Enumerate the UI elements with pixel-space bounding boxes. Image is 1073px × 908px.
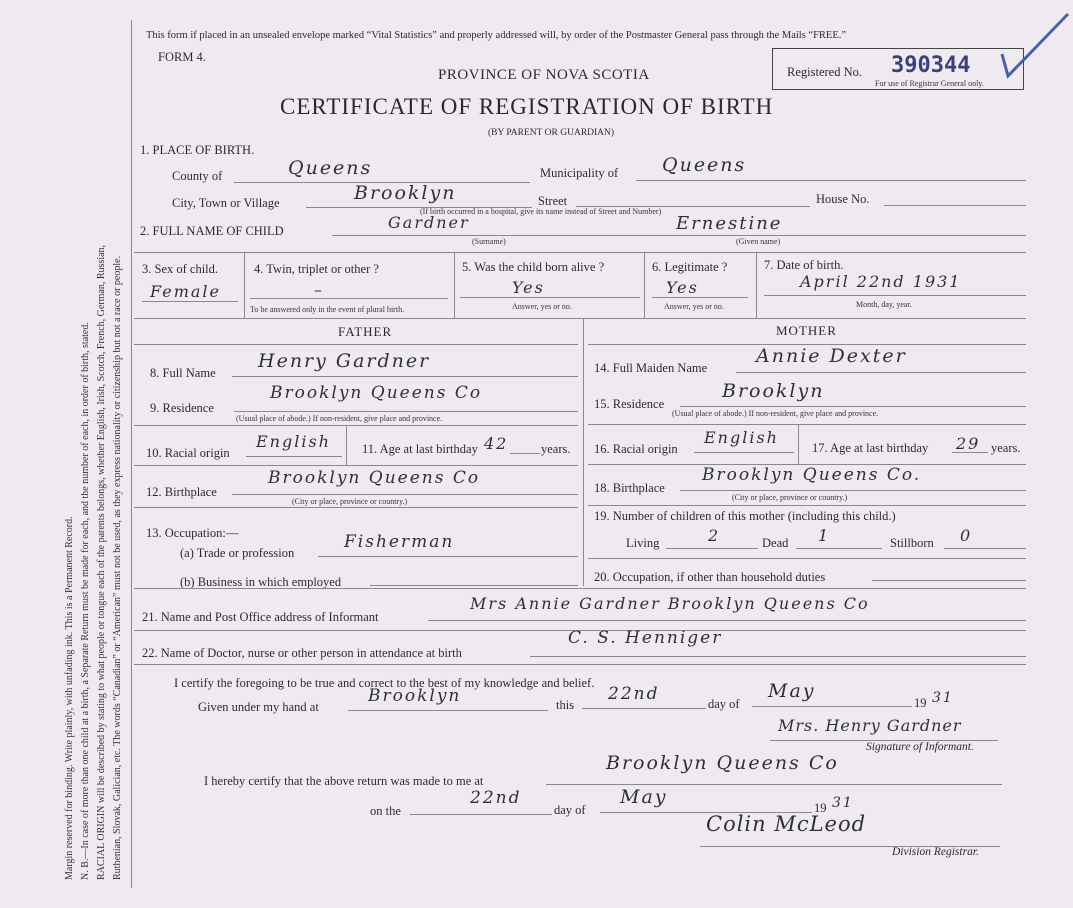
dead-value: 1	[818, 526, 831, 545]
street-label: Street	[538, 194, 568, 208]
top-notice: This form if placed in an unsealed envelope marked “Vital Statistics” and properly addressed will, by order of the Postmaster General pass through the Mails “FREE.”	[146, 30, 847, 41]
registrar-year-value: 31	[832, 795, 854, 811]
father-racial-label: 10. Racial origin	[146, 446, 230, 460]
city-value: Brooklyn	[354, 182, 457, 204]
mother-racial-label: 16. Racial origin	[594, 442, 678, 456]
margin-note-binding: Margin reserved for binding. Write plainly, with unfading ink. This is a Permanent Record.	[64, 516, 75, 880]
certify-day-of-label: day of	[708, 697, 740, 711]
mother-name-label: 14. Full Maiden Name	[594, 361, 708, 375]
informant-value: Mrs Annie Gardner Brooklyn Queens Co	[470, 594, 870, 613]
child-name-label: 2. FULL NAME OF CHILD	[140, 224, 284, 238]
father-heading: FATHER	[338, 324, 393, 339]
registrar-day-of-label: day of	[554, 803, 586, 817]
mother-residence-label: 15. Residence	[594, 397, 665, 411]
certify-year-prefix: 19	[914, 696, 927, 710]
province-heading: PROVINCE OF NOVA SCOTIA	[438, 67, 650, 83]
surname-caption: (Surname)	[472, 237, 506, 246]
registrar-caption: Division Registrar.	[892, 846, 979, 858]
stillborn-value: 0	[960, 526, 973, 545]
twin-label: 4. Twin, triplet or other ?	[254, 262, 379, 276]
mother-birthplace-note: (City or place, province or country.)	[732, 493, 848, 502]
certify-statement: I certify the foregoing to be true and correct to the best of my knowledge and belief.	[174, 676, 595, 690]
dead-label: Dead	[762, 536, 789, 550]
mother-age-value: 29	[956, 434, 981, 453]
doctor-value: C. S. Henniger	[568, 628, 723, 648]
father-racial-value: English	[256, 432, 331, 451]
registered-label: Registered No.	[787, 65, 862, 79]
date-of-birth-label: 7. Date of birth.	[764, 258, 844, 272]
given-name-caption: (Given name)	[736, 237, 781, 246]
mother-heading: MOTHER	[776, 323, 837, 338]
date-of-birth-value: April 22nd 1931	[800, 272, 962, 291]
father-name-label: 8. Full Name	[150, 366, 216, 380]
child-given-name-value: Ernestine	[676, 213, 783, 234]
given-label: Given under my hand at	[198, 700, 319, 714]
father-birthplace-note: (City or place, province or country.)	[292, 497, 408, 506]
father-age-label: 11. Age at last birthday	[362, 442, 478, 456]
registered-number: 390344	[891, 53, 971, 78]
mother-name-value: Annie Dexter	[756, 345, 907, 367]
date-of-birth-note: Month, day, year.	[856, 300, 912, 309]
sex-label: 3. Sex of child.	[142, 262, 219, 276]
municipality-value: Queens	[662, 154, 747, 176]
this-label: this	[556, 698, 575, 712]
mother-occupation-label: 20. Occupation, if other than household duties	[594, 570, 826, 584]
mother-age-unit: years.	[991, 441, 1021, 455]
father-name-value: Henry Gardner	[258, 350, 431, 372]
born-alive-value: Yes	[512, 278, 545, 297]
registered-box	[772, 48, 1024, 90]
mother-residence-note: (Usual place of abode.) If non-resident, give place and province.	[672, 409, 879, 418]
margin-rule	[131, 20, 132, 888]
doctor-label: 22. Name of Doctor, nurse or other person in attendance at birth	[142, 646, 462, 660]
registrar-place-value: Brooklyn Queens Co	[606, 752, 839, 774]
registrar-on-the-label: on the	[370, 804, 401, 818]
registrar-signature: Colin McLeod	[706, 812, 867, 836]
registrar-statement: I hereby certify that the above return was made to me at	[204, 774, 484, 788]
sex-value: Female	[150, 282, 221, 301]
county-label: County of	[172, 169, 223, 183]
certify-month-value: May	[768, 680, 816, 702]
certify-day-value: 22nd	[608, 684, 660, 704]
father-trade-value: Fisherman	[344, 532, 455, 552]
place-of-birth-heading: 1. PLACE OF BIRTH.	[140, 143, 255, 157]
margin-note-racial-origin-cont: Ruthenian, Slovak, Galician, etc. The words “Canadian” or “American” must not be used, as they express nationality or citizenship but not a race or people.	[112, 255, 123, 880]
mother-residence-value: Brooklyn	[722, 380, 825, 402]
legitimate-note: Answer, yes or no.	[664, 302, 724, 311]
registrar-year-prefix: 19	[814, 801, 827, 815]
informant-label: 21. Name and Post Office address of Informant	[142, 610, 379, 624]
county-value: Queens	[288, 157, 373, 179]
father-birthplace-value: Brooklyn Queens Co	[268, 468, 481, 488]
mother-age-label: 17. Age at last birthday	[812, 441, 929, 455]
living-value: 2	[708, 526, 721, 545]
mother-racial-value: English	[704, 428, 779, 447]
twin-note: To be answered only in the event of plural birth.	[250, 305, 405, 314]
father-birthplace-label: 12. Birthplace	[146, 485, 217, 499]
municipality-label: Municipality of	[540, 166, 619, 180]
city-label: City, Town or Village	[172, 196, 280, 210]
legitimate-label: 6. Legitimate ?	[652, 260, 728, 274]
father-business-label: (b) Business in which employed	[180, 575, 342, 589]
twin-value: –	[314, 280, 324, 299]
father-age-unit: years.	[541, 442, 571, 456]
given-place-value: Brooklyn	[368, 686, 462, 706]
father-age-value: 42	[484, 434, 509, 453]
mother-birthplace-label: 18. Birthplace	[594, 481, 665, 495]
registrar-month-value: May	[620, 786, 668, 808]
certify-year-value: 31	[932, 690, 954, 706]
margin-note-separate-return: N. B.—In case of more than one child at a birth, a Separate Return must be made for each, and the number of each, in order of birth, stated.	[80, 322, 91, 880]
father-occupation-label: 13. Occupation:—	[146, 526, 239, 540]
check-mark-icon	[996, 10, 1072, 82]
house-number-label: House No.	[816, 192, 870, 206]
hospital-note: (If birth occurred in a hospital, give its name instead of Street and Number)	[420, 207, 662, 216]
informant-signature: Mrs. Henry Gardner	[778, 716, 962, 735]
mother-children-label: 19. Number of children of this mother (including this child.)	[594, 509, 896, 523]
stillborn-label: Stillborn	[890, 536, 934, 550]
father-residence-value: Brooklyn Queens Co	[270, 383, 483, 403]
born-alive-label: 5. Was the child born alive ?	[462, 260, 605, 274]
legitimate-value: Yes	[666, 278, 699, 297]
born-alive-note: Answer, yes or no.	[512, 302, 572, 311]
father-residence-label: 9. Residence	[150, 401, 214, 415]
page-subtitle: (BY PARENT OR GUARDIAN)	[488, 128, 615, 138]
margin-note-racial-origin: RACIAL ORIGIN will be described by stating to what people or tongue each of the parents belongs, whether English, Irish, Scotch, French, German, Russian,	[96, 244, 107, 880]
child-surname-value: Gardner	[388, 213, 470, 232]
page-title: CERTIFICATE OF REGISTRATION OF BIRTH	[280, 94, 774, 119]
father-residence-note: (Usual place of abode.) If non-resident, give place and province.	[236, 414, 443, 423]
father-trade-label: (a) Trade or profession	[180, 546, 295, 560]
registered-note: For use of Registrar General only.	[875, 79, 984, 88]
mother-birthplace-value: Brooklyn Queens Co.	[702, 465, 922, 485]
registrar-day-value: 22nd	[470, 788, 522, 808]
informant-signature-caption: Signature of Informant.	[866, 741, 974, 753]
form-number: FORM 4.	[158, 50, 206, 64]
living-label: Living	[626, 536, 660, 550]
